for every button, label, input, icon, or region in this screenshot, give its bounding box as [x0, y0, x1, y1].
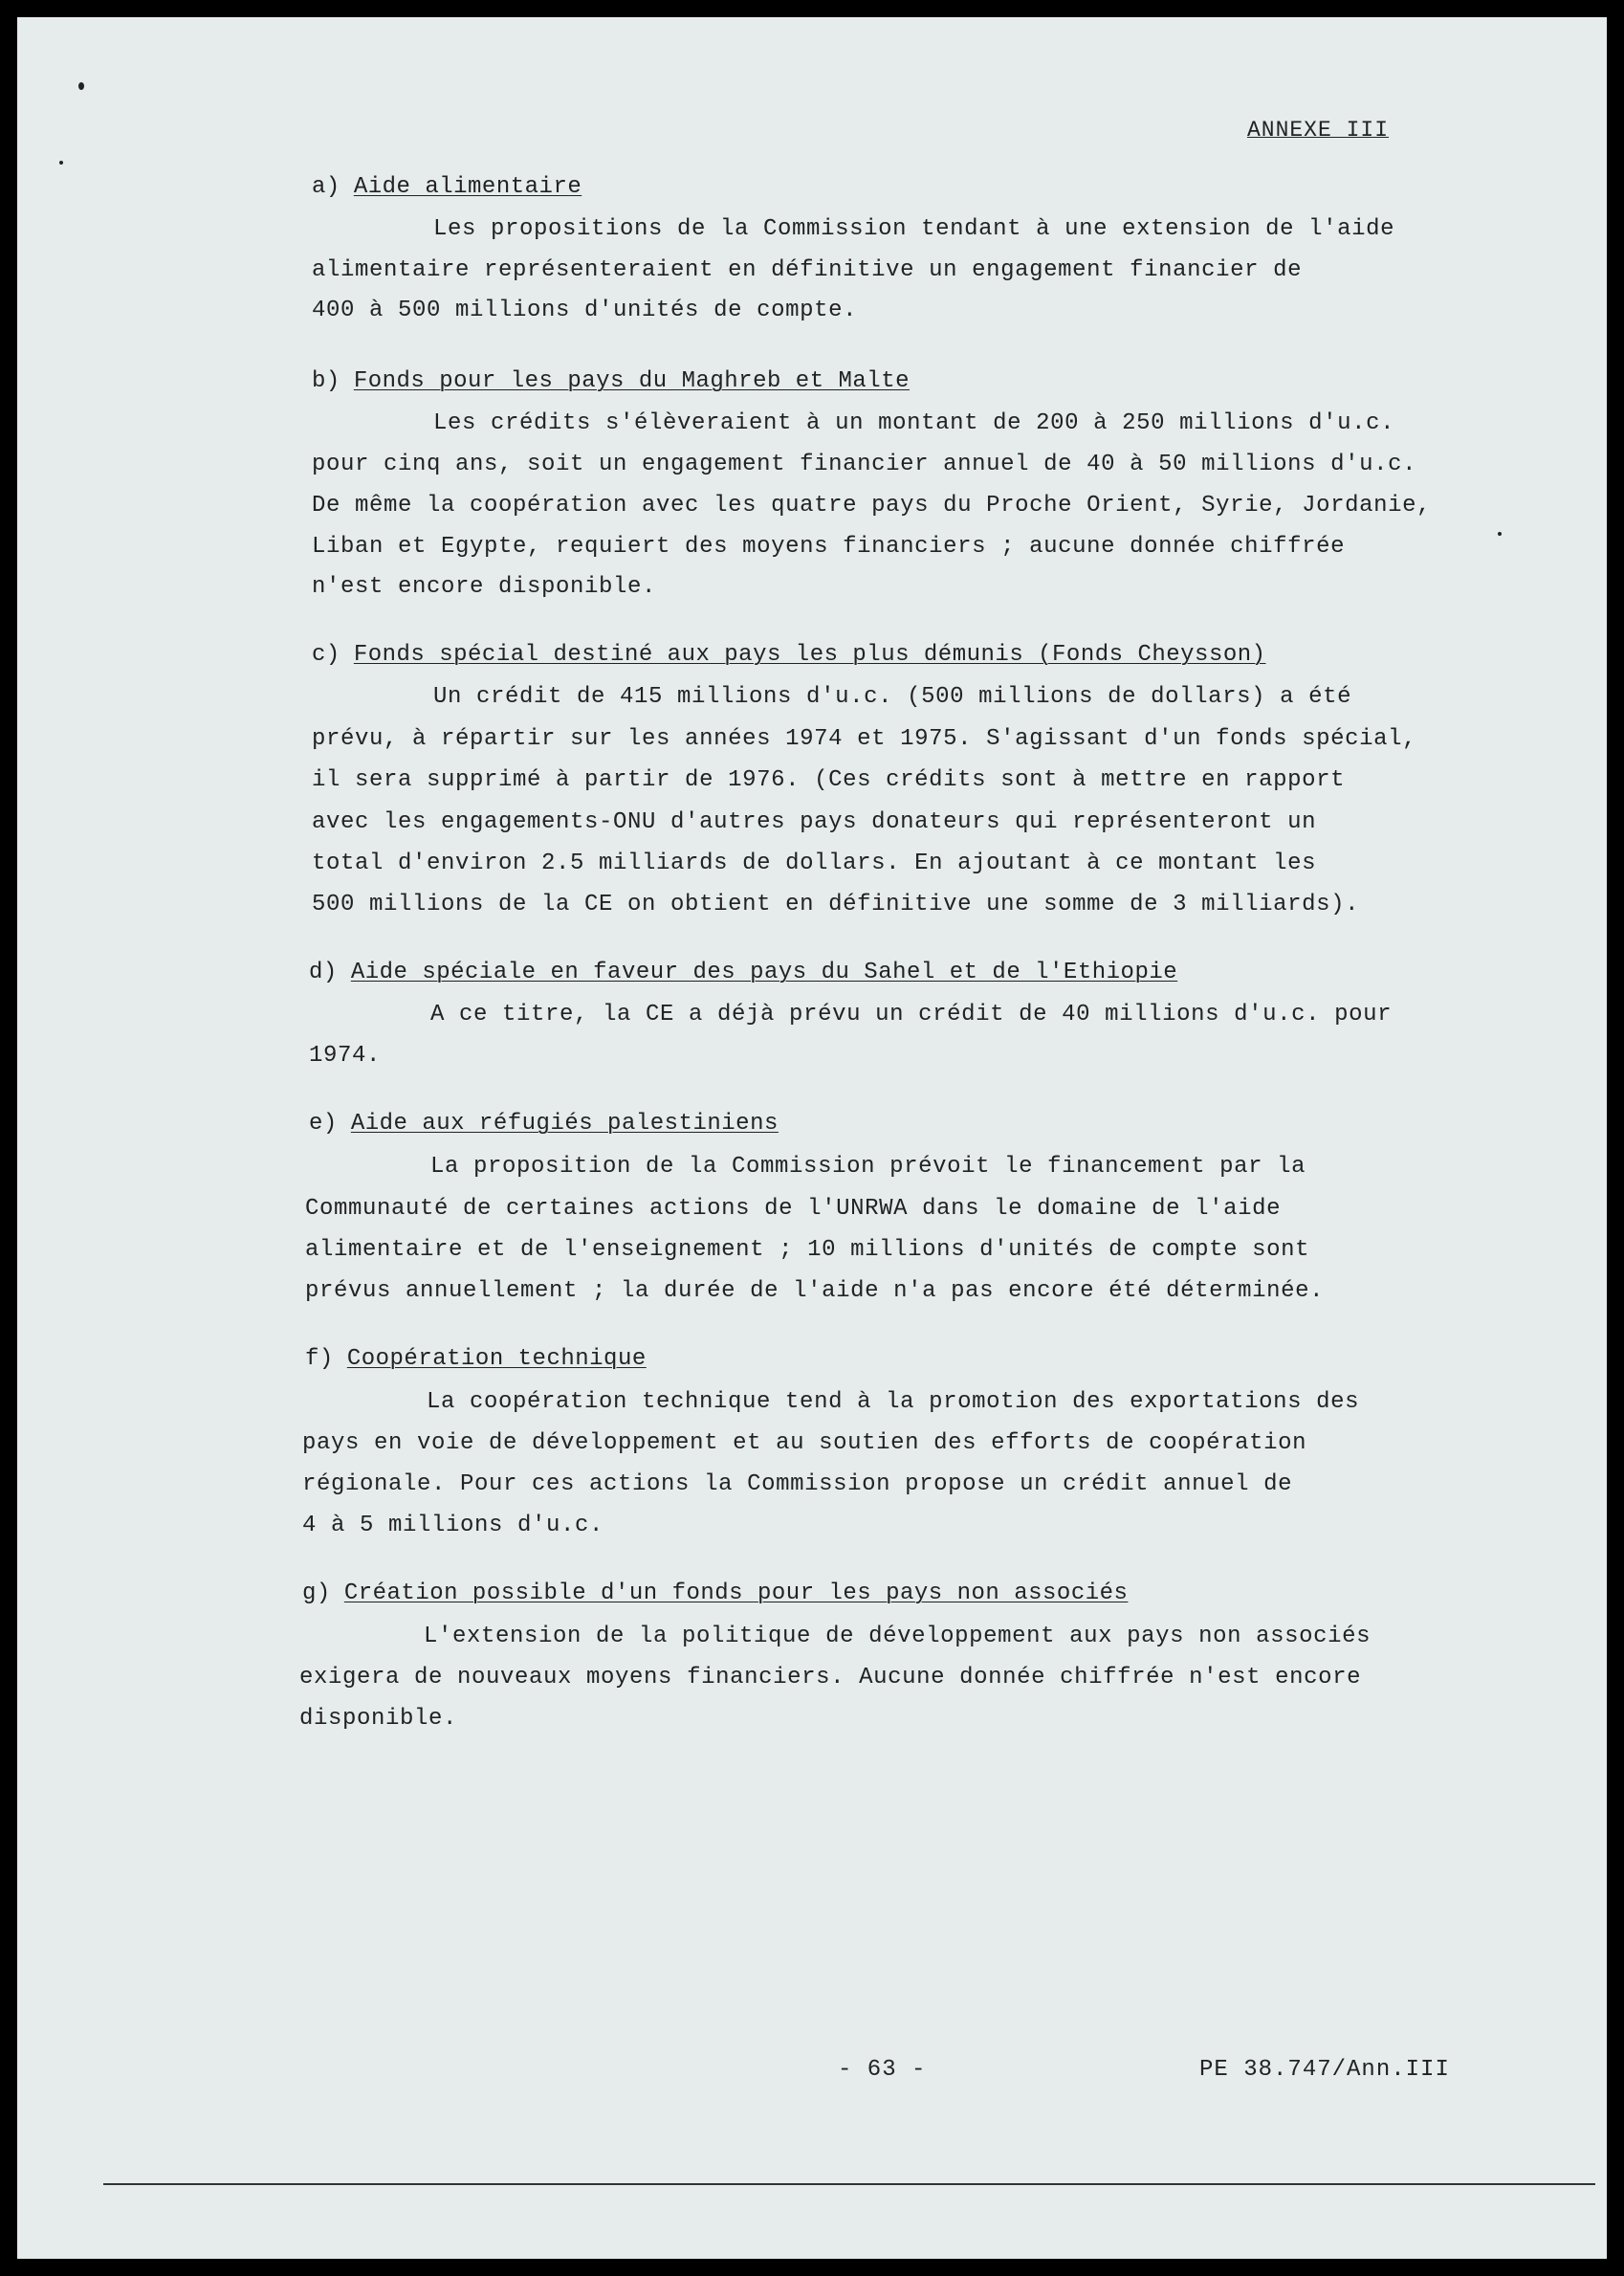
section-title: Création possible d'un fonds pour les pays non associés — [343, 1580, 1129, 1606]
section-letter: e) — [309, 1111, 338, 1137]
document-reference: PE 38.747/Ann.III — [1199, 2057, 1450, 2083]
paragraph-line: n'est encore disponible. — [312, 574, 657, 600]
paragraph-line: Les crédits s'élèveraient à un montant de 200 à 250 millions d'u.c. — [433, 410, 1395, 436]
section-a-heading — [312, 174, 582, 200]
paragraph-line: exigera de nouveaux moyens financiers. Aucune donnée chiffrée n'est encore — [299, 1665, 1362, 1690]
paragraph-line: Communauté de certaines actions de l'UNRWA dans le domaine de l'aide — [305, 1196, 1282, 1222]
paragraph-line: Les propositions de la Commission tendant à une extension de l'aide — [433, 216, 1395, 242]
paragraph-line: Liban et Egypte, requiert des moyens financiers ; aucune donnée chiffrée — [312, 534, 1346, 560]
section-letter: c) — [312, 642, 340, 668]
document-page — [17, 17, 1607, 2259]
section-g-heading — [302, 1580, 1128, 1606]
scan-speck — [59, 161, 63, 165]
paragraph-line: 4 à 5 millions d'u.c. — [302, 1513, 604, 1538]
paragraph-line: pour cinq ans, soit un engagement financier annuel de 40 à 50 millions d'u.c. — [312, 452, 1417, 477]
section-title: Fonds pour les pays du Maghreb et Malte — [353, 368, 911, 394]
annex-label: ANNEXE III — [1246, 118, 1389, 143]
paragraph-line: A ce titre, la CE a déjà prévu un crédit de 40 millions d'u.c. pour — [430, 1002, 1393, 1028]
paragraph-line: 1974. — [309, 1043, 382, 1069]
section-letter: f) — [305, 1346, 334, 1372]
paragraph-line: La coopération technique tend à la promotion des exportations des — [427, 1389, 1360, 1415]
section-f-heading — [305, 1346, 647, 1372]
section-c-heading — [312, 642, 1266, 668]
section-letter: b) — [312, 368, 340, 394]
paragraph-line: prévus annuellement ; la durée de l'aide n'a pas encore été déterminée. — [305, 1278, 1325, 1304]
paragraph-line: il sera supprimé à partir de 1976. (Ces crédits sont à mettre en rapport — [312, 767, 1346, 793]
section-letter: g) — [302, 1580, 331, 1606]
paragraph-line: prévu, à répartir sur les années 1974 et 1975. S'agissant d'un fonds spécial, — [312, 726, 1417, 752]
section-title: Coopération technique — [346, 1346, 647, 1372]
page-number: - 63 - — [838, 2057, 927, 2083]
paragraph-line: pays en voie de développement et au soutien des efforts de coopération — [302, 1430, 1307, 1456]
paragraph-line: Un crédit de 415 millions d'u.c. (500 millions de dollars) a été — [433, 684, 1352, 710]
section-e-heading — [309, 1111, 779, 1137]
paragraph-line: La proposition de la Commission prévoit le financement par la — [430, 1154, 1306, 1180]
paragraph-line: 500 millions de la CE on obtient en définitive une somme de 3 milliards). — [312, 892, 1360, 917]
paragraph-line: De même la coopération avec les quatre pays du Proche Orient, Syrie, Jordanie, — [312, 493, 1432, 519]
section-title: Aide spéciale en faveur des pays du Sahel et de l'Ethiopie — [350, 960, 1178, 985]
paragraph-line: alimentaire et de l'enseignement ; 10 millions d'unités de compte sont — [305, 1237, 1310, 1263]
section-title: Fonds spécial destiné aux pays les plus démunis (Fonds Cheysson) — [353, 642, 1266, 668]
scan-speck — [78, 82, 84, 90]
section-title: Aide alimentaire — [353, 174, 582, 200]
scan-speck — [1498, 532, 1502, 536]
paragraph-line: total d'environ 2.5 milliards de dollars. En ajoutant à ce montant les — [312, 851, 1317, 876]
section-letter: a) — [312, 174, 340, 200]
paragraph-line: L'extension de la politique de développement aux pays non associés — [424, 1624, 1372, 1649]
paragraph-line: régionale. Pour ces actions la Commission propose un crédit annuel de — [302, 1471, 1293, 1497]
bottom-rule — [103, 2183, 1595, 2185]
section-b-heading — [312, 368, 910, 394]
paragraph-line: avec les engagements-ONU d'autres pays donateurs qui représenteront un — [312, 809, 1317, 835]
paragraph-line: 400 à 500 millions d'unités de compte. — [312, 298, 858, 323]
section-letter: d) — [309, 960, 338, 985]
paragraph-line: alimentaire représenteraient en définitive un engagement financier de — [312, 257, 1303, 283]
section-title: Aide aux réfugiés palestiniens — [350, 1111, 779, 1137]
paragraph-line: disponible. — [299, 1706, 458, 1732]
section-d-heading — [309, 960, 1177, 985]
